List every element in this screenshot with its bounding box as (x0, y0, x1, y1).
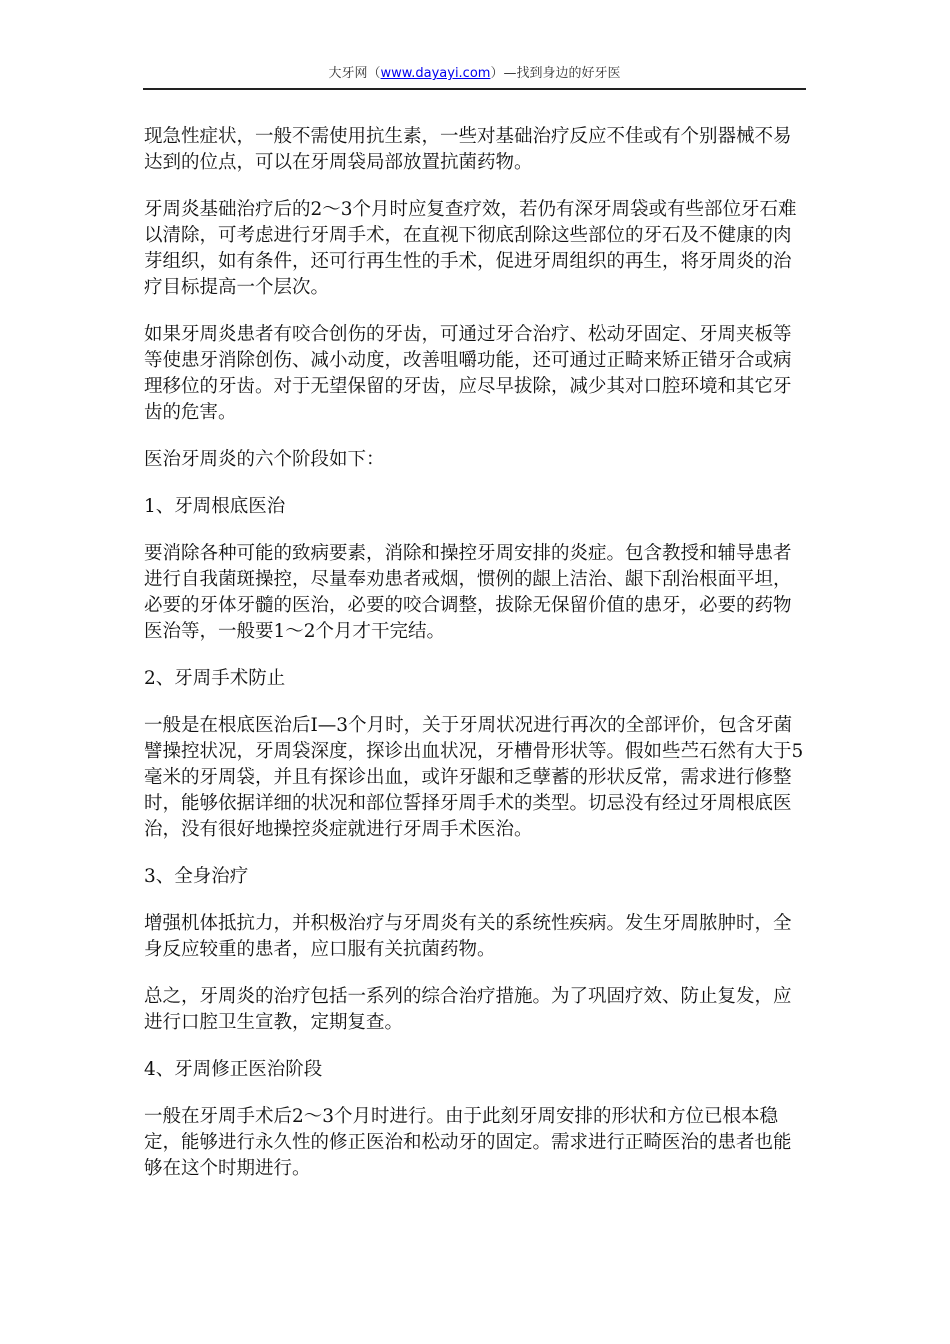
header-site-suffix: ）—找到身边的好牙医 (490, 66, 621, 81)
paragraph: 牙周炎基础治疗后的2～3个月时应复查疗效，若仍有深牙周袋或有些部位牙石难以清除，可考虑进行牙周手术，在直视下彻底刮除这些部位的牙石及不健康的肉芽组织，如有条件，还可行再生性的手术，促进牙周组织的再生，将牙周炎的治疗目标提高一个层次。 (144, 199, 797, 298)
paragraph: 总之，牙周炎的治疗包括一系列的综合治疗措施。为了巩固疗效、防止复发，应进行口腔卫生宣教，定期复查。 (144, 986, 792, 1033)
paragraph: 现急性症状，一般不需使用抗生素，一些对基础治疗反应不佳或有个别器械不易达到的位点，可以在牙周袋局部放置抗菌药物。 (144, 126, 792, 173)
section-heading-1: 1、牙周根底医治 (144, 496, 286, 517)
page-header (143, 64, 806, 90)
section-heading-4: 4、牙周修正医治阶段 (144, 1059, 323, 1080)
section-heading-2: 2、牙周手术防止 (144, 668, 286, 689)
header-site-link[interactable]: www.dayayi.com (380, 66, 491, 81)
header-site-prefix: 大牙网（ (328, 66, 381, 81)
paragraph: 如果牙周炎患者有咬合创伤的牙齿，可通过牙合治疗、松动牙固定、牙周夹板等等使患牙消除创伤、减小动度，改善咀嚼功能，还可通过正畸来矫正错牙合或病理移位的牙齿。对于无望保留的牙齿，应尽早拔除，减少其对口腔环境和其它牙齿的危害。 (144, 324, 792, 423)
paragraph: 要消除各种可能的致病要素，消除和操控牙周安排的炎症。包含教授和辅导患者进行自我菌斑操控，尽量奉劝患者戒烟，惯例的龈上洁治、龈下刮治根面平坦，必要的牙体牙髓的医治，必要的咬合调整，拔除无保留价值的患牙，必要的药物医治等，一般要1～2个月才干完结。 (144, 543, 792, 642)
paragraph: 一般是在根底医治后I—3个月时，关于牙周状况进行再次的全部评价，包含牙菌譬操控状况，牙周袋深度，探诊出血状况，牙槽骨形状等。假如些苎石然有大于5毫米的牙周袋，并且有探诊出血，或许牙龈和乏孽蓄的形状反常，需求进行修整时，能够依据详细的状况和部位誓择牙周手术的类型。切忌没有经过牙周根底医治，没有很好地操控炎症就进行牙周手术医治。 (144, 715, 804, 840)
paragraph: 增强机体抵抗力，并积极治疗与牙周炎有关的系统性疾病。发生牙周脓肿时，全身反应较重的患者，应口服有关抗菌药物。 (144, 913, 792, 960)
paragraph: 一般在牙周手术后2～3个月时进行。由于此刻牙周安排的形状和方位已根本稳定，能够进行永久性的修正医治和松动牙的固定。需求进行正畸医治的患者也能够在这个时期进行。 (144, 1106, 792, 1179)
section-heading-3: 3、全身治疗 (144, 866, 249, 887)
document-body (144, 124, 809, 1203)
paragraph: 医治牙周炎的六个阶段如下： (144, 449, 385, 470)
